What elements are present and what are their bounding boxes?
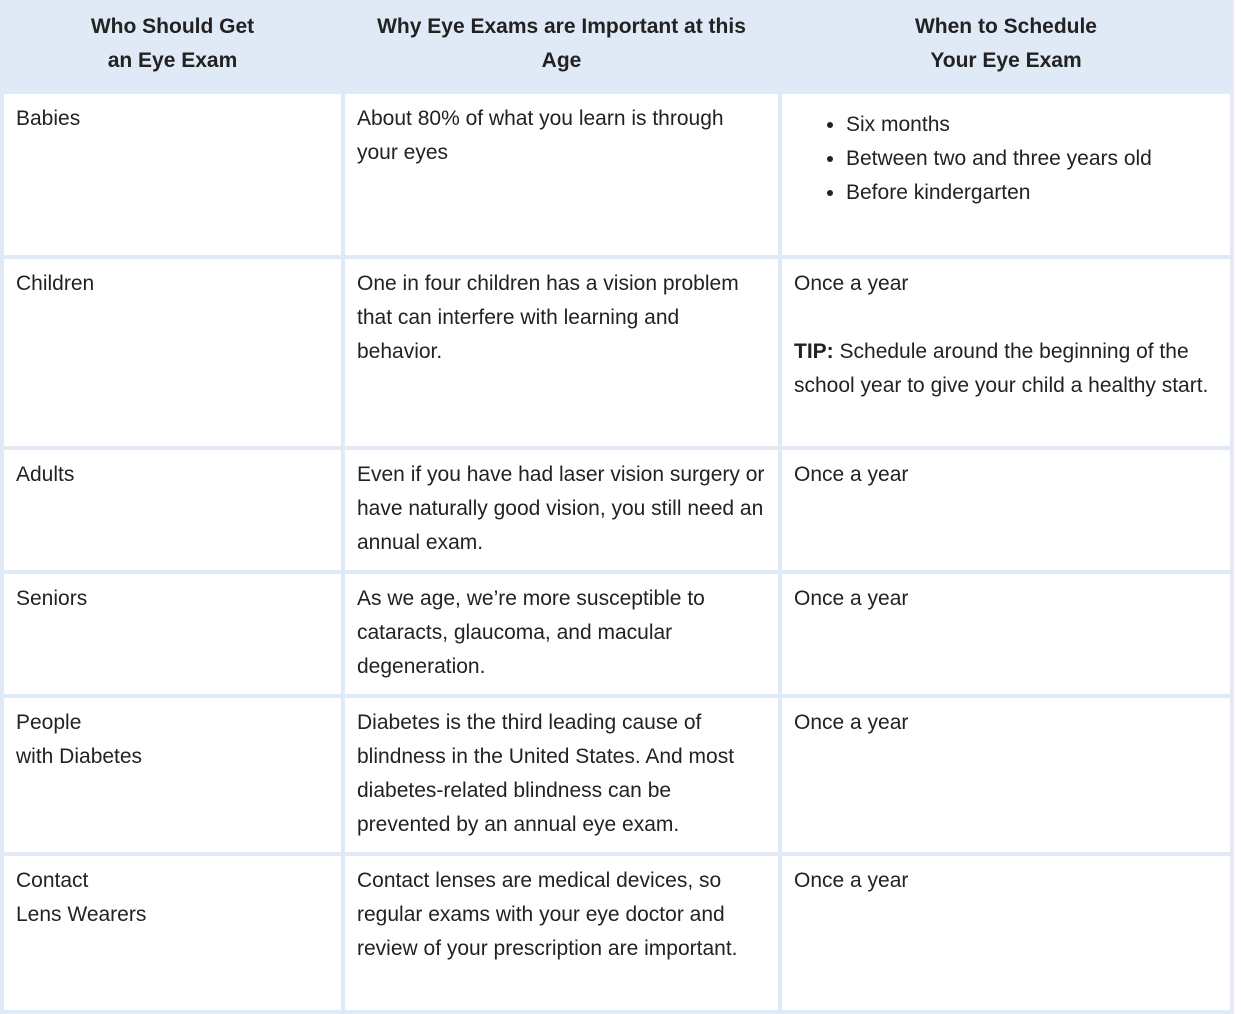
table-row bbox=[4, 574, 1230, 694]
who-cell: People with Diabetes bbox=[4, 698, 341, 852]
table-row bbox=[4, 94, 1230, 255]
table-body bbox=[4, 94, 1230, 1010]
tip-text: Schedule around the beginning of the school year to give your child a healthy start. bbox=[794, 340, 1209, 397]
why-cell: Contact lenses are medical devices, so regular exams with your eye doctor and review of your prescription are important. bbox=[345, 856, 778, 1010]
table-row bbox=[4, 450, 1230, 570]
why-cell: About 80% of what you learn is through your eyes bbox=[345, 94, 778, 255]
header-who: Who Should Get an Eye Exam bbox=[4, 4, 341, 90]
list-item: • Between two and three years old bbox=[846, 142, 1218, 176]
who-cell: Seniors bbox=[4, 574, 341, 694]
table-row bbox=[4, 259, 1230, 446]
list-item: • Six months bbox=[846, 108, 1218, 142]
who-cell: Contact Lens Wearers bbox=[4, 856, 341, 1010]
table-header bbox=[4, 4, 1230, 90]
header-why: Why Eye Exams are Important at this Age bbox=[345, 4, 778, 90]
who-cell: Babies bbox=[4, 94, 341, 255]
who-cell: Children bbox=[4, 259, 341, 446]
tip-paragraph bbox=[794, 335, 1218, 403]
who-cell: Adults bbox=[4, 450, 341, 570]
header-row bbox=[4, 4, 1230, 90]
when-cell: Once a year bbox=[782, 574, 1230, 694]
list-item: • Before kindergarten bbox=[846, 176, 1218, 210]
why-cell: One in four children has a vision problem that can interfere with learning and behavior. bbox=[345, 259, 778, 446]
when-cell bbox=[782, 94, 1230, 255]
when-text: Once a year bbox=[794, 272, 909, 295]
when-cell bbox=[782, 259, 1230, 446]
when-cell: Once a year bbox=[782, 450, 1230, 570]
header-when: When to Schedule Your Eye Exam bbox=[782, 4, 1230, 90]
table-row bbox=[4, 698, 1230, 852]
schedule-list bbox=[794, 108, 1218, 210]
when-cell: Once a year bbox=[782, 856, 1230, 1010]
when-cell: Once a year bbox=[782, 698, 1230, 852]
why-cell: Even if you have had laser vision surgery or have naturally good vision, you still need an annual exam. bbox=[345, 450, 778, 570]
why-cell: As we age, we’re more susceptible to cataracts, glaucoma, and macular degeneration. bbox=[345, 574, 778, 694]
why-cell: Diabetes is the third leading cause of blindness in the United States. And most diabetes-related blindness can be prevented by an annual eye exam. bbox=[345, 698, 778, 852]
table-row bbox=[4, 856, 1230, 1010]
tip-label: TIP: bbox=[794, 340, 834, 363]
